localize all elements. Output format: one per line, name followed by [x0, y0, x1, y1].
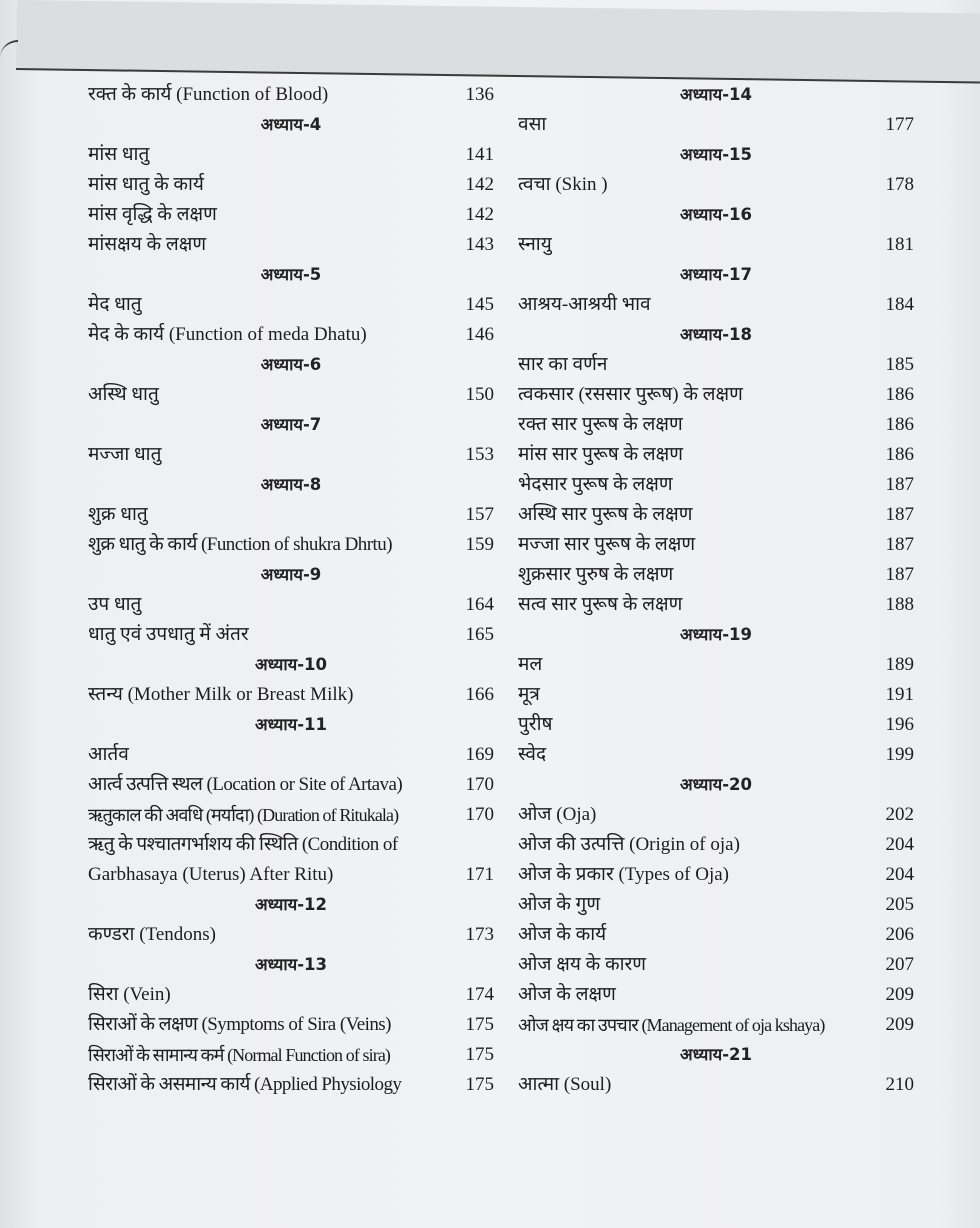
toc-entry [88, 680, 494, 710]
toc-entry-title: शुक्रसार पुरुष के लक्षण [518, 564, 674, 585]
toc-entry [88, 800, 494, 830]
toc-entry-title: मज्जा धातु [88, 444, 162, 465]
toc-entry-page: 187 [885, 534, 914, 555]
toc-entry [518, 470, 914, 500]
toc-entry [518, 950, 914, 980]
chapter-heading: अध्याय-12 [254, 895, 328, 914]
chapter-heading: अध्याय-18 [679, 325, 753, 344]
toc-entry-title: अस्थि धातु [88, 384, 159, 405]
toc-entry [518, 980, 914, 1010]
toc-entry-title: ऋतु के पश्चातगर्भाशय की स्थिति (Condition of [88, 834, 398, 855]
toc-entry-page: 205 [885, 894, 914, 915]
toc-entry-title: मेद धातु [88, 294, 142, 315]
toc-entry-page: 173 [465, 924, 494, 945]
toc-entry-title: स्नायु [518, 234, 552, 255]
toc-entry [88, 440, 494, 470]
toc-entry [88, 590, 494, 620]
toc-left-column [88, 80, 494, 1100]
toc-entry-page: 165 [465, 624, 494, 645]
toc-entry-title: मांस वृद्धि के लक्षण [88, 204, 217, 225]
chapter-heading: अध्याय-8 [260, 475, 322, 494]
toc-entry [88, 380, 494, 410]
toc-entry-title: मूत्र [518, 684, 540, 705]
toc-entry-page: 187 [885, 564, 914, 585]
toc-entry-page: 181 [885, 234, 914, 255]
toc-entry-title: सत्व सार पुरूष के लक्षण [518, 594, 683, 615]
toc-entry-title: सार का वर्णन [518, 354, 608, 375]
toc-entry-page: 204 [885, 834, 914, 855]
toc-entry-page: 186 [885, 444, 914, 465]
page-curl [0, 40, 18, 82]
toc-entry-page: 189 [885, 654, 914, 675]
toc-entry-title: ओज के लक्षण [518, 984, 616, 1005]
toc-entry-title: शुक्र धातु के कार्य (Function of shukra Dhrtu) [88, 534, 392, 555]
chapter-heading: अध्याय-15 [679, 145, 753, 164]
toc-entry-title: स्तन्य (Mother Milk or Breast Milk) [88, 684, 354, 705]
toc-entry-title: शुक्र धातु [88, 504, 148, 525]
toc-entry-title: सिराओं के सामान्य कर्म (Normal Function of sira) [88, 1045, 391, 1065]
toc-right-column [518, 80, 914, 1100]
toc-entry [518, 440, 914, 470]
toc-entry [518, 1010, 914, 1040]
toc-entry-page: 210 [885, 1074, 914, 1095]
toc-entry-title: आर्त्व उत्पत्ति स्थल (Location or Site of Artava) [88, 774, 403, 795]
toc-entry [518, 560, 914, 590]
toc-entry-page: 175 [465, 1014, 494, 1035]
toc-entry [518, 800, 914, 830]
toc-entry-page: 185 [885, 354, 914, 375]
toc-entry-title: रक्त के कार्य (Function of Blood) [88, 84, 329, 105]
toc-entry-title: सिराओं के लक्षण (Symptoms of Sira (Veins) [88, 1014, 391, 1035]
toc-entry [88, 1040, 494, 1070]
toc-entry [518, 530, 914, 560]
toc-entry-title: मज्जा सार पुरूष के लक्षण [518, 534, 696, 555]
toc-entry-page: 202 [885, 804, 914, 825]
toc-entry-page: 143 [465, 234, 494, 255]
toc-entry-page: 157 [465, 504, 494, 525]
toc-entry-page: 199 [885, 744, 914, 765]
chapter-heading: अध्याय-6 [260, 355, 322, 374]
toc-entry-title: वसा [518, 114, 547, 135]
toc-entry-title: स्वेद [518, 744, 547, 765]
toc-entry-title: त्वकसार (रससार पुरूष) के लक्षण [518, 384, 743, 405]
toc-entry-page: 141 [465, 144, 494, 165]
toc-entry-page: 159 [465, 534, 494, 555]
toc-entry [88, 740, 494, 770]
chapter-heading: अध्याय-4 [260, 115, 322, 134]
toc-entry [88, 500, 494, 530]
toc-entry-title: ओज (Oja) [518, 804, 597, 825]
toc-entry [88, 620, 494, 650]
toc-entry [88, 200, 494, 230]
toc-entry-title: मांस धातु के कार्य [88, 174, 204, 195]
toc-entry-page: 150 [465, 384, 494, 405]
toc-entry-page: 186 [885, 384, 914, 405]
toc-entry-page: 187 [885, 474, 914, 495]
toc-entry-page: 166 [465, 684, 494, 705]
toc-entry [518, 380, 914, 410]
toc-entry-title: उप धातु [88, 594, 142, 615]
toc-entry [88, 980, 494, 1010]
toc-entry-title: कण्डरा (Tendons) [88, 924, 216, 945]
toc-entry [88, 1010, 494, 1040]
toc-entry-title: आत्मा (Soul) [518, 1074, 612, 1095]
toc-entry-page: 204 [885, 864, 914, 885]
toc-entry [88, 320, 494, 350]
chapter-heading: अध्याय-9 [260, 565, 322, 584]
toc-entry-page: 164 [465, 594, 494, 615]
toc-entry-title: पुरीष [518, 714, 553, 735]
toc-entry-page: 184 [885, 294, 914, 315]
toc-entry-page: 142 [465, 174, 494, 195]
toc-entry-page: 174 [465, 984, 494, 1005]
toc-entry-title: मांसक्षय के लक्षण [88, 234, 207, 255]
chapter-heading: अध्याय-5 [260, 265, 322, 284]
toc-entry-title: मांस धातु [88, 144, 150, 165]
toc-entry-page: 187 [885, 504, 914, 525]
toc-entry [88, 80, 494, 110]
toc-entry-title: ओज की उत्पत्ति (Origin of oja) [518, 834, 740, 855]
chapter-heading: अध्याय-7 [260, 415, 322, 434]
toc-entry-title: Garbhasaya (Uterus) After Ritu) [88, 864, 334, 885]
toc-entry [518, 290, 914, 320]
toc-entry-title: आर्तव [88, 744, 129, 765]
toc-entry-title: ओज के प्रकार (Types of Oja) [518, 864, 729, 885]
toc-entry [518, 350, 914, 380]
chapter-heading: अध्याय-16 [679, 205, 753, 224]
chapter-heading: अध्याय-21 [679, 1045, 753, 1064]
toc-entry-page: 175 [465, 1044, 494, 1065]
toc-entry-title: मेद के कार्य (Function of meda Dhatu) [88, 324, 367, 345]
toc-entry-title: अस्थि सार पुरूष के लक्षण [518, 504, 693, 525]
toc-entry [88, 140, 494, 170]
toc-entry-title: ओज के गुण [518, 894, 601, 915]
toc-entry [88, 860, 494, 890]
toc-entry-page: 145 [465, 294, 494, 315]
toc-entry-page: 209 [885, 984, 914, 1005]
toc-entry [518, 890, 914, 920]
toc-entry [518, 230, 914, 260]
toc-entry-title: त्वचा (Skin ) [518, 174, 608, 195]
toc-entry [88, 170, 494, 200]
chapter-heading: अध्याय-10 [254, 655, 328, 674]
toc-entry [518, 680, 914, 710]
toc-entry-page: 178 [885, 174, 914, 195]
chapter-heading: अध्याय-13 [254, 955, 328, 974]
toc-entry [88, 830, 494, 860]
toc-entry [518, 500, 914, 530]
toc-entry [518, 710, 914, 740]
toc-entry [518, 860, 914, 890]
toc-entry-page: 175 [465, 1074, 494, 1095]
toc-entry [88, 230, 494, 260]
toc-entry-page: 206 [885, 924, 914, 945]
chapter-heading: अध्याय-11 [254, 715, 328, 734]
toc-entry-title: ऋतुकाल की अवधि (मर्यादा) (Duration of Ritukala) [88, 805, 399, 825]
toc-entry-title: आश्रय-आश्रयी भाव [518, 294, 651, 315]
toc-entry-title: ओज क्षय का उपचार (Management of oja kshaya) [518, 1015, 825, 1035]
toc-entry-page: 207 [885, 954, 914, 975]
toc-entry [88, 770, 494, 800]
toc-entry-page: 136 [465, 84, 494, 105]
toc-entry [518, 740, 914, 770]
toc-entry-title: मांस सार पुरूष के लक्षण [518, 444, 684, 465]
toc-entry [518, 920, 914, 950]
toc-entry [88, 530, 494, 560]
toc-entry-title: ओज के कार्य [518, 924, 607, 945]
toc-entry-page: 186 [885, 414, 914, 435]
chapter-heading: अध्याय-19 [679, 625, 753, 644]
toc-entry [518, 1070, 914, 1100]
toc-entry-title: भेदसार पुरूष के लक्षण [518, 474, 673, 495]
toc-entry [88, 290, 494, 320]
toc-entry [518, 830, 914, 860]
toc-entry-page: 142 [465, 204, 494, 225]
toc-entry-page: 170 [465, 804, 494, 825]
toc-entry-title: मल [518, 654, 543, 675]
toc-entry-page: 209 [885, 1014, 914, 1035]
toc-entry [518, 410, 914, 440]
toc-entry-page: 171 [465, 864, 494, 885]
toc-entry-page: 177 [885, 114, 914, 135]
toc-entry-page: 146 [465, 324, 494, 345]
toc-entry [518, 110, 914, 140]
toc-entry-title: सिरा (Vein) [88, 984, 171, 1005]
toc-entry [518, 650, 914, 680]
page-top-band [16, 0, 980, 83]
toc-entry-title: ओज क्षय के कारण [518, 954, 647, 975]
toc-entry-page: 196 [885, 714, 914, 735]
toc-entry-page: 153 [465, 444, 494, 465]
chapter-heading: अध्याय-20 [679, 775, 753, 794]
toc-entry-page: 170 [465, 774, 494, 795]
toc-entry-title: धातु एवं उपधातु में अंतर [88, 624, 249, 645]
toc-entry [518, 590, 914, 620]
toc-entry-title: सिराओं के असमान्य कार्य (Applied Physiology [88, 1074, 402, 1095]
chapter-heading: अध्याय-17 [679, 265, 753, 284]
toc-entry [88, 1070, 494, 1100]
toc-entry [518, 170, 914, 200]
toc-entry-page: 169 [465, 744, 494, 765]
toc-entry-page: 188 [885, 594, 914, 615]
toc-entry [88, 920, 494, 950]
chapter-heading: अध्याय-14 [679, 85, 753, 104]
toc-entry-page: 191 [885, 684, 914, 705]
toc-entry-title: रक्त सार पुरूष के लक्षण [518, 414, 683, 435]
